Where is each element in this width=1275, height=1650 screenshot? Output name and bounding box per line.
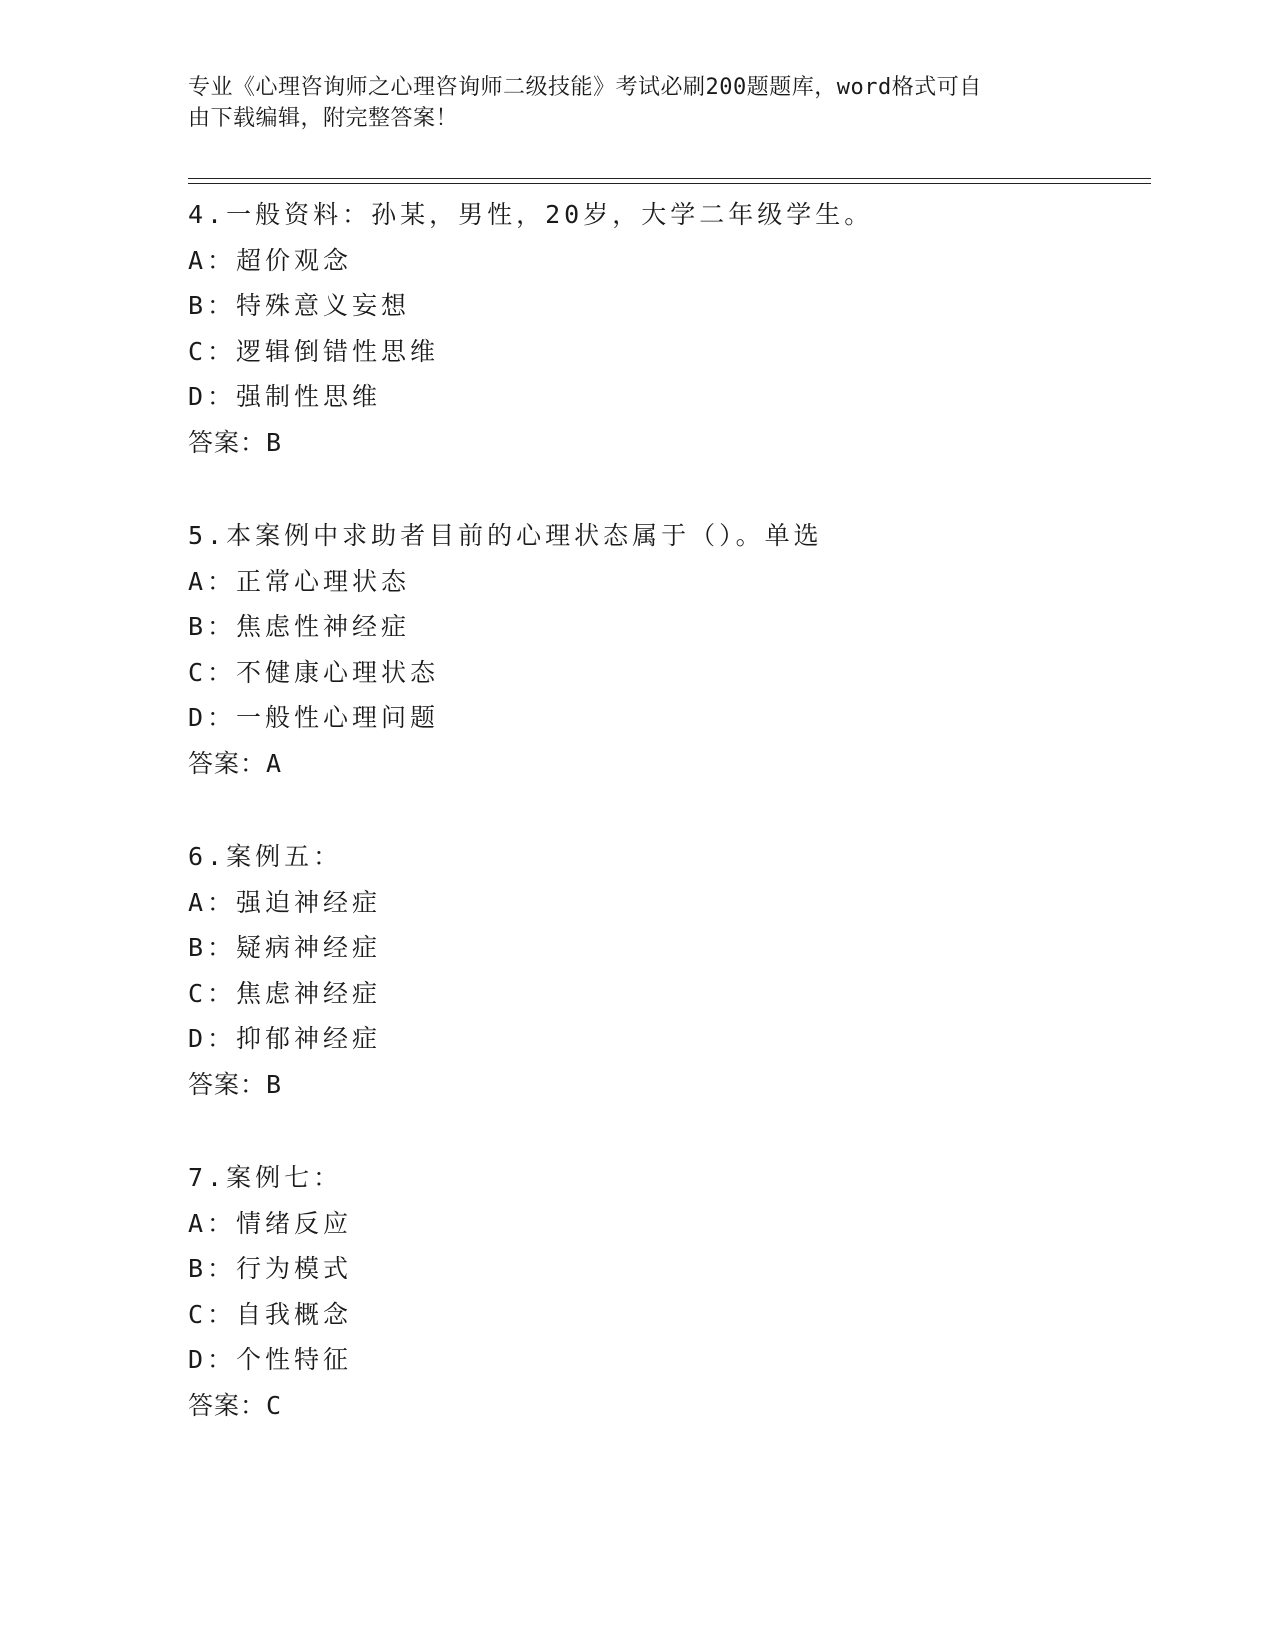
question-stem: 7.案例七： (188, 1163, 343, 1192)
option-d: D：抑郁神经症 (188, 1024, 382, 1053)
question-7 (188, 1155, 1148, 1428)
option-a: A：超价观念 (188, 245, 353, 275)
answer-label: 答案：A (188, 748, 283, 778)
option-c: C：焦虑神经症 (188, 978, 382, 1008)
option-b: B：行为模式 (188, 1254, 353, 1283)
option-a: A：正常心理状态 (188, 566, 411, 596)
option-b: B：特殊意义妄想 (188, 291, 411, 320)
header-divider-top (188, 178, 1151, 179)
option-b: B：焦虑性神经症 (188, 612, 411, 641)
option-c: C：自我概念 (188, 1299, 353, 1329)
question-6 (188, 834, 1148, 1107)
option-d: D：强制性思维 (188, 382, 382, 411)
option-b: B：疑病神经症 (188, 933, 382, 962)
question-stem: 5.本案例中求助者目前的心理状态属于（）。单选 (188, 521, 823, 550)
header-divider-bottom (188, 183, 1151, 184)
answer-label: 答案：B (188, 1069, 283, 1099)
answer-label: 答案：B (188, 427, 283, 457)
header-line-2: 由下载编辑，附完整答案！ (188, 106, 459, 131)
question-list (188, 192, 1148, 1476)
option-c: C：逻辑倒错性思维 (188, 336, 440, 366)
question-4 (188, 192, 1148, 465)
option-a: A：强迫神经症 (188, 887, 382, 917)
document-header (188, 72, 1068, 134)
header-line-1: 专业《心理咨询师之心理咨询师二级技能》考试必刷200题题库，word格式可自 (188, 75, 982, 100)
option-d: D：个性特征 (188, 1345, 353, 1374)
answer-label: 答案：C (188, 1390, 283, 1420)
option-a: A：情绪反应 (188, 1208, 353, 1238)
question-5 (188, 513, 1148, 786)
option-c: C：不健康心理状态 (188, 657, 440, 687)
option-d: D：一般性心理问题 (188, 703, 440, 732)
question-stem: 6.案例五： (188, 842, 343, 871)
question-stem: 4.一般资料：孙某，男性，20岁，大学二年级学生。 (188, 200, 874, 229)
